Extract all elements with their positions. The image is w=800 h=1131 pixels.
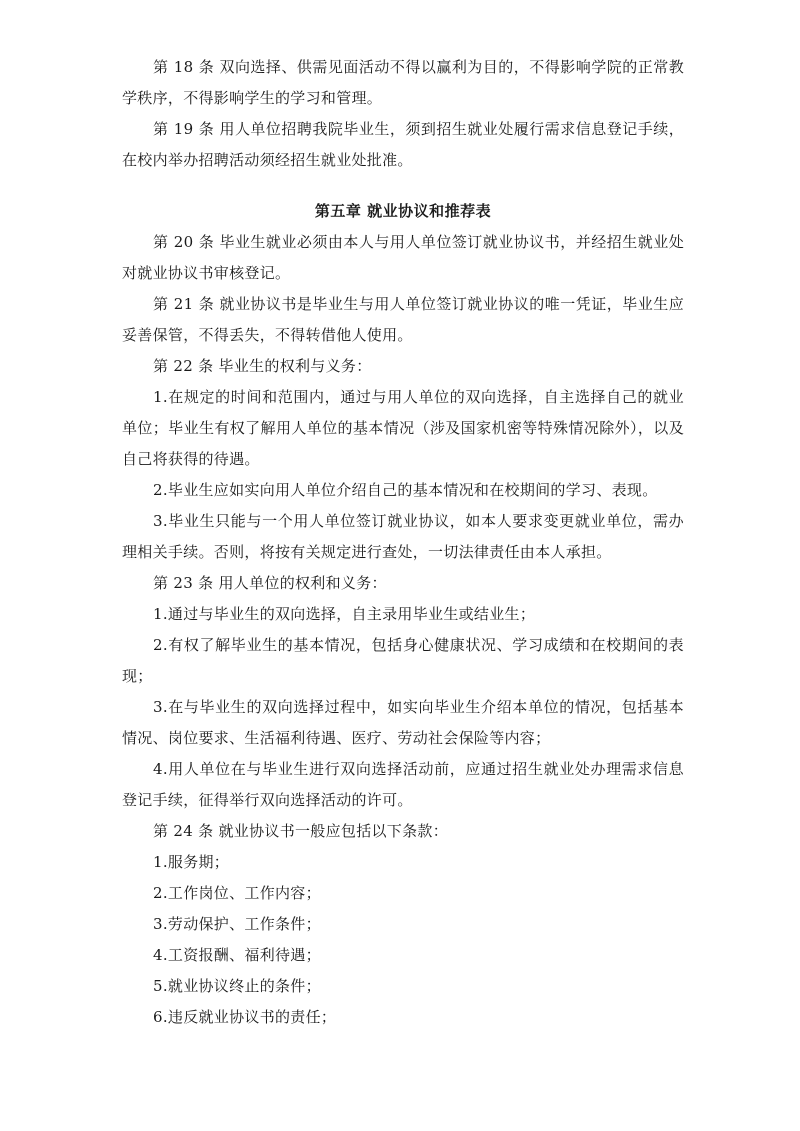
article-19: 第 19 条 用人单位招聘我院毕业生，须到招生就业处履行需求信息登记手续，在校内举办招聘活动须经招生就业处批准。 bbox=[122, 120, 684, 169]
chapter-title: 第五章 就业协议和推荐表 bbox=[314, 202, 492, 220]
article-24-item-1: 1.服务期； bbox=[153, 853, 230, 871]
article-22-item-3: 3.毕业生只能与一个用人单位签订就业协议，如本人要求变更就业单位，需办理相关手续。否则，将按有关规定进行查处，一切法律责任由本人承担。 bbox=[122, 512, 684, 561]
article-24-item-2: 2.工作岗位、工作内容； bbox=[153, 884, 321, 902]
article-21: 第 21 条 就业协议书是毕业生与用人单位签订就业协议的唯一凭证，毕业生应妥善保管，不得丢失，不得转借他人使用。 bbox=[122, 295, 684, 344]
article-24-item-6: 6.违反就业协议书的责任； bbox=[153, 1008, 337, 1026]
article-18: 第 18 条 双向选择、供需见面活动不得以赢利为目的，不得影响学院的正常教学秩序，不得影响学生的学习和管理。 bbox=[122, 58, 684, 107]
article-23-item-2: 2.有权了解毕业生的基本情况，包括身心健康状况、学习成绩和在校期间的表现； bbox=[122, 636, 684, 685]
article-23-item-4: 4.用人单位在与毕业生进行双向选择活动前，应通过招生就业处办理需求信息登记手续，征得举行双向选择活动的许可。 bbox=[122, 760, 684, 809]
article-22-item-1: 1.在规定的时间和范围内，通过与用人单位的双向选择，自主选择自己的就业单位；毕业生有权了解用人单位的基本情况（涉及国家机密等特殊情况除外），以及自己将获得的待遇。 bbox=[122, 388, 684, 468]
document-page bbox=[122, 52, 684, 1033]
article-24-item-4: 4.工资报酬、福利待遇； bbox=[153, 946, 321, 964]
article-23: 第 23 条 用人单位的权利和义务： bbox=[153, 574, 387, 592]
article-23-item-1: 1.通过与毕业生的双向选择，自主录用毕业生或结业生； bbox=[153, 605, 536, 623]
article-20: 第 20 条 毕业生就业必须由本人与用人单位签订就业协议书，并经招生就业处对就业协议书审核登记。 bbox=[122, 233, 684, 282]
article-22-item-2: 2.毕业生应如实向用人单位介绍自己的基本情况和在校期间的学习、表现。 bbox=[153, 481, 658, 499]
article-24-item-5: 5.就业协议终止的条件； bbox=[153, 977, 321, 995]
article-23-item-3: 3.在与毕业生的双向选择过程中，如实向毕业生介绍本单位的情况，包括基本情况、岗位要求、生活福利待遇、医疗、劳动社会保险等内容； bbox=[122, 698, 684, 747]
article-22: 第 22 条 毕业生的权利与义务： bbox=[153, 357, 372, 375]
article-24-item-3: 3.劳动保护、工作条件； bbox=[153, 915, 321, 933]
article-24: 第 24 条 就业协议书一般应包括以下条款： bbox=[153, 822, 448, 840]
